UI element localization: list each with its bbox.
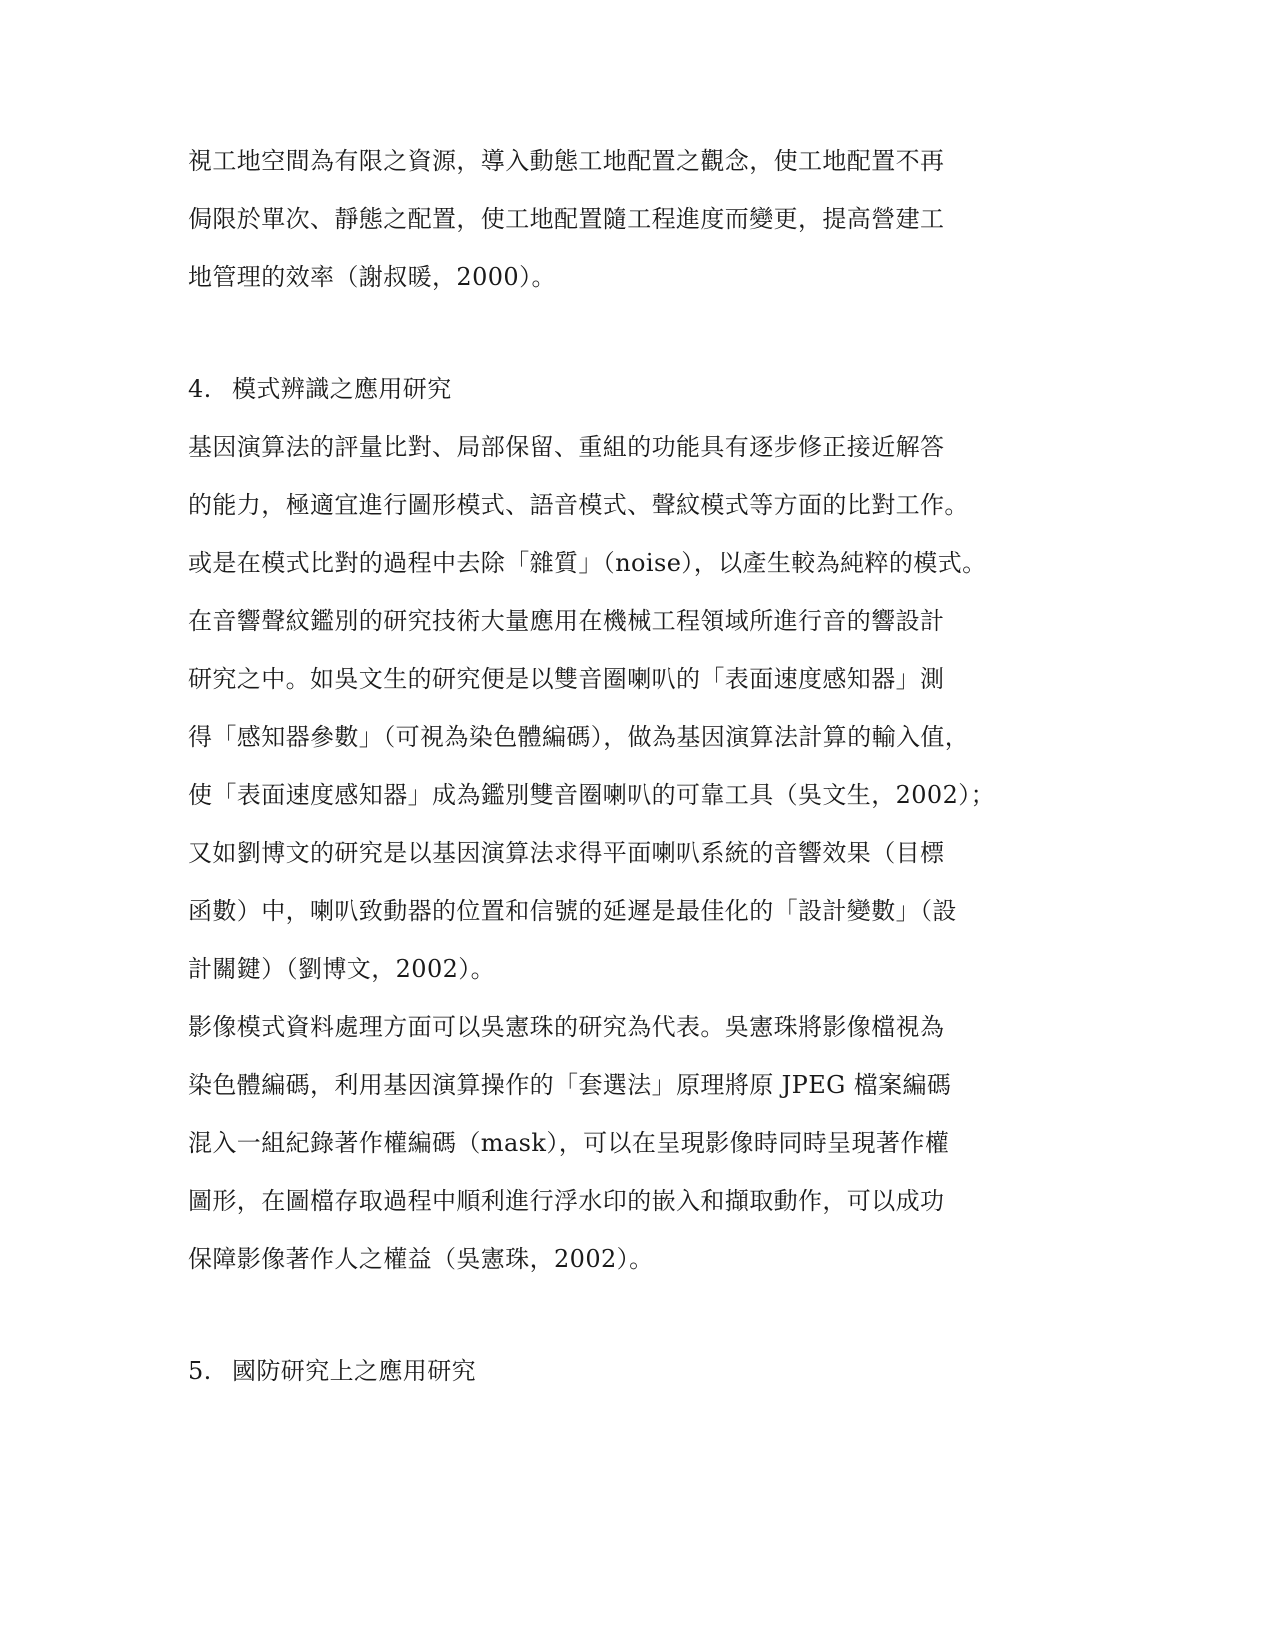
paragraph-1-line-3: 地管理的效率（謝叔暖，2000）。 (188, 263, 556, 291)
section-5-number: 5. (188, 1357, 212, 1385)
paragraph-2-line-10: 計關鍵）（劉博文，2002）。 (188, 955, 496, 983)
paragraph-2-line-9: 函數）中，喇叭致動器的位置和信號的延遲是最佳化的「設計變數」（設 (188, 897, 957, 925)
section-5-title: 國防研究上之應用研究 (232, 1357, 476, 1385)
paragraph-2-line-2: 的能力，極適宜進行圖形模式、語音模式、聲紋模式等方面的比對工作。 (188, 491, 969, 519)
paragraph-2-line-7: 使「表面速度感知器」成為鑑別雙音圈喇叭的可靠工具（吳文生，2002）； (188, 781, 996, 809)
paragraph-3-line-4: 圖形，在圖檔存取過程中順利進行浮水印的嵌入和擷取動作，可以成功 (188, 1187, 945, 1215)
section-4-title: 模式辨識之應用研究 (232, 375, 452, 403)
paragraph-2-line-6: 得「感知器參數」（可視為染色體編碼），做為基因演算法計算的輸入值， (188, 723, 970, 751)
paragraph-1-line-1: 視工地空間為有限之資源，導入動態工地配置之觀念，使工地配置不再 (188, 147, 945, 175)
section-4-heading (188, 374, 1188, 404)
paragraph-2-line-1: 基因演算法的評量比對、局部保留、重組的功能具有逐步修正接近解答 (188, 433, 945, 461)
paragraph-3-line-2: 染色體編碼，利用基因演算操作的「套選法」原理將原 JPEG 檔案編碼 (188, 1071, 952, 1099)
paragraph-3-line-1: 影像模式資料處理方面可以吳憲珠的研究為代表。吳憲珠將影像檔視為 (188, 1013, 945, 1041)
paragraph-2-line-4: 在音響聲紋鑑別的研究技術大量應用在機械工程領域所進行音的響設計 (188, 607, 945, 635)
paragraph-2-line-5: 研究之中。如吳文生的研究便是以雙音圈喇叭的「表面速度感知器」測 (188, 665, 945, 693)
section-5-heading (188, 1356, 1188, 1386)
paragraph-3-line-3: 混入一組紀錄著作權編碼（mask），可以在呈現影像時同時呈現著作權 (188, 1129, 950, 1157)
paragraph-2-line-8: 又如劉博文的研究是以基因演算法求得平面喇叭系統的音響效果（目標 (188, 839, 945, 867)
section-4-number: 4. (188, 375, 212, 403)
paragraph-2-line-3: 或是在模式比對的過程中去除「雜質」（noise），以產生較為純粹的模式。 (188, 549, 987, 577)
paragraph-1-line-2: 侷限於單次、靜態之配置，使工地配置隨工程進度而變更，提高營建工 (188, 205, 945, 233)
paragraph-3-line-5: 保障影像著作人之權益（吳憲珠，2002）。 (188, 1245, 654, 1273)
